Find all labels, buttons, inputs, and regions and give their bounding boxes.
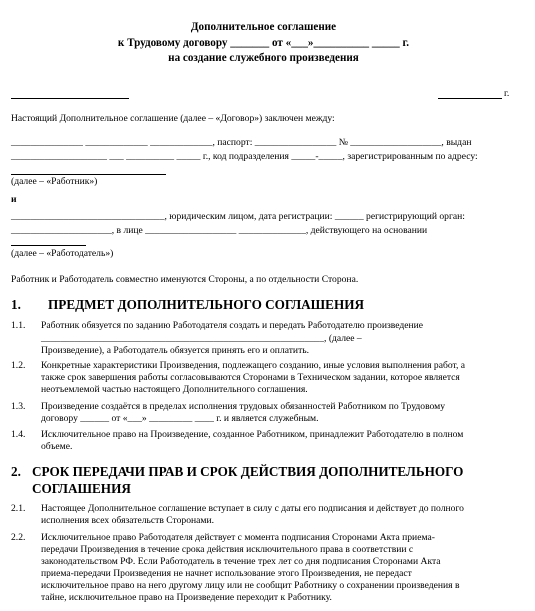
- clause-1-1-text-line-2: ___________________________________________________________, (далее –: [41, 333, 362, 344]
- parties-definition: Работник и Работодатель совместно именуются Стороны, а по отдельности Сторона.: [11, 274, 359, 285]
- basis-blank: [11, 245, 86, 246]
- year-suffix: г.: [504, 88, 510, 99]
- section-2-number: 2.: [11, 464, 21, 479]
- clause-2-1-number: 2.1.: [11, 503, 26, 514]
- clause-1-4-text-line-2: объеме.: [41, 441, 73, 452]
- clause-2-2-text-line-6: тайне, исключительное право на Произведение переходит к Работнику.: [41, 592, 332, 603]
- place-blank: [11, 98, 129, 99]
- clause-1-1-text-line-3: Произведение), а Работодатель обязуется принять его и оплатить.: [41, 345, 310, 356]
- clause-1-1-text-line-1: Работник обязуется по заданию Работодателя создать и передать Работодателю произведение: [41, 320, 424, 331]
- clause-1-2-number: 1.2.: [11, 360, 26, 371]
- clause-1-2-text-line-1: Конкретные характеристики Произведения, подлежащего созданию, иные условия выполнения работ, а: [41, 360, 466, 371]
- clause-2-1-text-line-2: исполнения всех обязательств Сторонами.: [41, 515, 215, 526]
- org-line: ________________________________, юридическим лицом, дата регистрации: ______ регистрирующий орган:: [11, 211, 465, 222]
- clause-2-2-text-line-3: законодательством РФ. Если Работодатель в течение трех лет со дня подписания Сторонами Акта: [41, 556, 441, 567]
- clause-1-3-number: 1.3.: [11, 401, 26, 412]
- section-2-title-line-1: СРОК ПЕРЕДАЧИ ПРАВ И СРОК ДЕЙСТВИЯ ДОПОЛНИТЕЛЬНОГО: [32, 464, 464, 479]
- and-word: и: [11, 194, 17, 205]
- preamble-intro: Настоящий Дополнительное соглашение (далее – «Договор») заключен между:: [11, 113, 335, 124]
- address-blank: [11, 174, 166, 175]
- clause-1-3-text-line-2: договору ______ от «___» _________ ____ г. и является служебным.: [41, 413, 319, 424]
- clause-2-2-number: 2.2.: [11, 532, 26, 543]
- section-2-title-line-2: СОГЛАШЕНИЯ: [32, 481, 131, 496]
- clause-1-3-text-line-1: Произведение создаётся в пределах исполнения трудовых обязанностей Работником по Трудовому: [41, 401, 446, 412]
- title-line-3: на создание служебного произведения: [168, 52, 359, 64]
- clause-1-1-number: 1.1.: [11, 320, 26, 331]
- date-blank: [438, 98, 502, 99]
- worker-label: (далее – «Работник»): [11, 176, 98, 187]
- title-line-2: к Трудовому договору _______ от «___»__________ _____ г.: [117, 37, 410, 49]
- clause-1-2-text-line-2: также срок завершения работы согласовываются Сторонами в Техническом задании, которое является: [41, 372, 460, 383]
- employer-label: (далее – «Работодатель»): [11, 248, 114, 259]
- title-line-1: Дополнительное соглашение: [190, 21, 337, 33]
- clause-1-4-text-line-1: Исключительное право на Произведение, созданное Работником, принадлежит Работодателю в полном: [41, 429, 464, 440]
- section-1-title: ПРЕДМЕТ ДОПОЛНИТЕЛЬНОГО СОГЛАШЕНИЯ: [48, 297, 364, 312]
- representative-line: _____________________, в лице ___________________ ______________, действующего на основании: [11, 225, 428, 236]
- clause-2-2-text-line-1: Исключительное право Работодателя действует с момента подписания Сторонами Акта приема-: [41, 532, 435, 543]
- passport-line: _______________ _____________ _____________, паспорт: _________________ № ___________________, выдан: [11, 137, 472, 148]
- clause-2-2-text-line-2: передачи Произведения в течение срока действия исключительного права в соответствии с: [41, 544, 414, 555]
- clause-2-1-text-line-1: Настоящее Дополнительное соглашение вступает в силу с даты его подписания и действует до полного: [41, 503, 464, 514]
- issued-line: ____________________ ___ __________ _____ г., код подразделения _____-_____, зарегистрированным по адресу:: [11, 151, 478, 162]
- clause-2-2-text-line-5: исключительное право на него другому лицу или не сообщит Работнику о сохранении произведения в: [41, 580, 460, 591]
- clause-1-2-text-line-3: неотъемлемой частью настоящего Дополнительного соглашения.: [41, 384, 308, 395]
- clause-2-2-text-line-4: приема-передачи Произведения не начнет использование этого Произведения, не передаст: [41, 568, 412, 579]
- clause-1-4-number: 1.4.: [11, 429, 26, 440]
- section-1-number: 1.: [11, 297, 21, 312]
